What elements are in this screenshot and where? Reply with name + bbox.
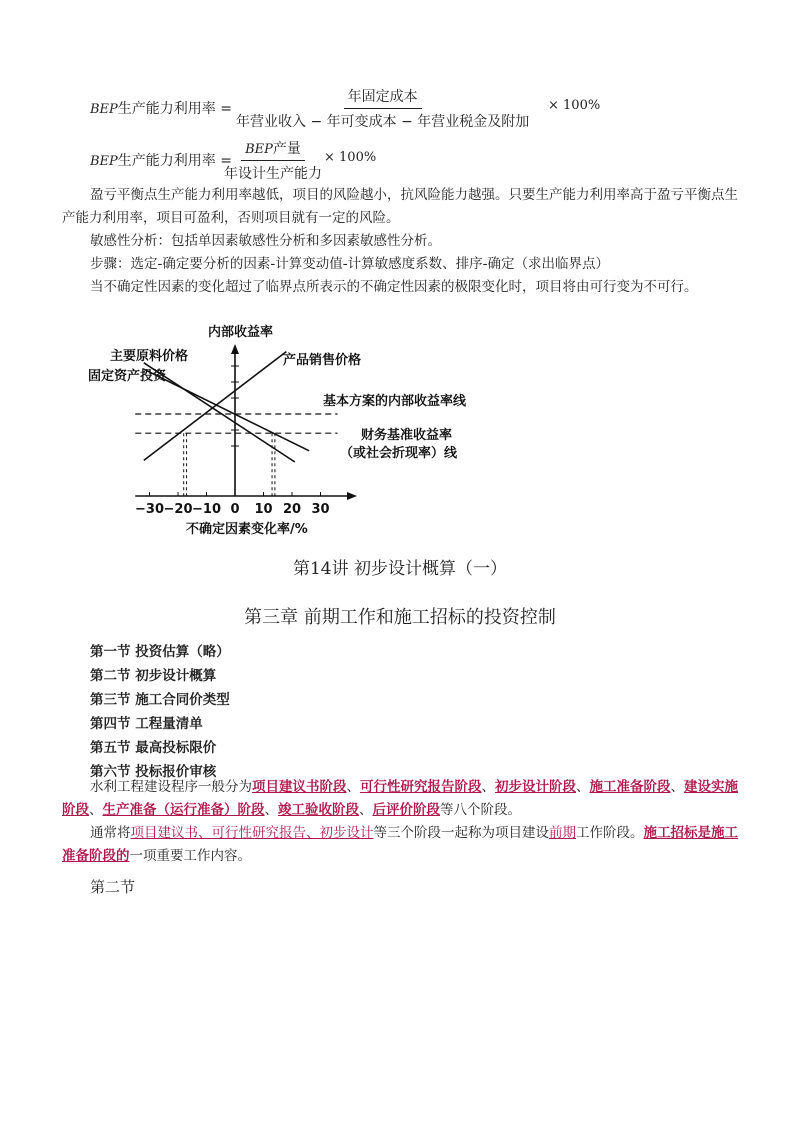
x-tick-label: −30 bbox=[135, 502, 164, 517]
stage-item: 建设实施阶段 bbox=[62, 779, 738, 818]
ref-label-benchmark-1: 财务基准收益率 bbox=[361, 428, 453, 443]
formula-1-lhs-text: 生产能力利用率 = bbox=[117, 101, 232, 117]
para-critical: 当不确定性因素的变化超过了临界点所表示的不确定性因素的极限变化时，项目将由可行变为不可行。 bbox=[90, 279, 698, 295]
series-line bbox=[144, 352, 286, 461]
formula-1-lhs bbox=[90, 98, 232, 118]
formula-2-fraction bbox=[220, 138, 326, 183]
formula-2-bep: BEP bbox=[90, 154, 118, 169]
stage-sep: 、 bbox=[89, 802, 103, 818]
stage-sep: 、 bbox=[264, 802, 278, 818]
early-highlight: 前期 bbox=[549, 825, 576, 841]
stages-suffix: 等八个阶段。 bbox=[440, 802, 521, 818]
series-label-raw-material: 主要原料价格 bbox=[110, 349, 189, 364]
x-axis-label: 不确定因素变化率/% bbox=[186, 522, 308, 537]
series-label-fixed-assets: 固定资产投资 bbox=[88, 369, 167, 384]
series-line bbox=[144, 363, 295, 462]
stages-paragraph bbox=[62, 776, 742, 822]
formula-2-denominator: 年设计生产能力 bbox=[224, 166, 322, 182]
early-highlight: 施工招标是施工准备阶段的 bbox=[62, 825, 738, 864]
x-tick-label: 20 bbox=[282, 502, 302, 517]
x-tick-label: 30 bbox=[311, 502, 330, 517]
para-sensitivity: 敏感性分析：包括单因素敏感性分析和多因素敏感性分析。 bbox=[90, 233, 441, 249]
stage-item: 初步设计阶段 bbox=[495, 779, 576, 795]
stage-item: 可行性研究报告阶段 bbox=[360, 779, 482, 795]
formula-1 bbox=[90, 86, 650, 130]
series-line bbox=[144, 369, 309, 451]
y-axis-arrow bbox=[231, 344, 239, 354]
formula-2 bbox=[90, 138, 490, 182]
formula-1-bep: BEP bbox=[90, 102, 118, 117]
lecture-heading: 第14讲 初步设计概算（一） bbox=[292, 559, 508, 579]
ref-label-benchmark-2: （或社会折现率）线 bbox=[340, 446, 458, 461]
section-item: 第一节 投资估算（略） bbox=[90, 644, 230, 660]
para-breakeven: 盈亏平衡点生产能力利用率越低，项目的风险越小，抗风险能力越强。只要生产能力利用率高于盈亏平衡点生产能力利用率，项目可盈利，否则项目就有一定的风险。 bbox=[62, 187, 738, 226]
formula-1-fraction bbox=[232, 86, 533, 131]
section-item: 第二节 初步设计概算 bbox=[90, 668, 217, 684]
para-steps: 步骤：选定-确定要分析的因素-计算变动值-计算敏感度系数、排序-确定（求出临界点） bbox=[90, 256, 609, 272]
series-label-sales-price: 产品销售价格 bbox=[283, 353, 362, 368]
early-text: 通常将 bbox=[90, 825, 131, 841]
formula-2-num-bep: BEP bbox=[245, 142, 273, 157]
stage-item: 竣工验收阶段 bbox=[278, 802, 359, 818]
section-item: 第五节 最高投标限价 bbox=[90, 740, 217, 756]
x-tick-label: 10 bbox=[254, 502, 273, 517]
stage-item: 生产准备（运行准备）阶段 bbox=[102, 802, 265, 818]
early-text: 工作阶段。 bbox=[576, 825, 644, 841]
early-stage-paragraph bbox=[62, 822, 742, 868]
stages-prefix: 水利工程建设程序一般分为 bbox=[90, 779, 252, 795]
ref-label-base-irr: 基本方案的内部收益率线 bbox=[323, 394, 467, 409]
stage-sep: 、 bbox=[670, 779, 684, 795]
x-axis-arrow bbox=[347, 492, 357, 500]
stage-item: 施工准备阶段 bbox=[589, 779, 671, 795]
formula-2-lhs-text: 生产能力利用率 = bbox=[117, 153, 232, 169]
section-item: 第四节 工程量清单 bbox=[90, 716, 203, 732]
formula-1-denominator: 年营业收入 − 年可变成本 − 年营业税金及附加 bbox=[236, 114, 530, 130]
x-tick-label: −20 bbox=[163, 502, 193, 517]
chart-title: 内部收益率 bbox=[208, 325, 274, 340]
early-highlight: 项目建议书、可行性研究报告、初步设计 bbox=[130, 825, 374, 841]
sensitivity-chart bbox=[80, 318, 520, 543]
stage-sep: 、 bbox=[359, 802, 373, 818]
section-item: 第三节 施工合同价类型 bbox=[90, 692, 230, 708]
section-2-heading: 第二节 bbox=[90, 878, 136, 896]
formula-1-multiplier: × 100% bbox=[548, 98, 601, 113]
formula-2-num-text: 产量 bbox=[272, 141, 301, 157]
formula-1-numerator: 年固定成本 bbox=[344, 86, 422, 109]
formula-2-multiplier: × 100% bbox=[324, 150, 377, 165]
x-tick-label: −10 bbox=[192, 502, 221, 517]
section-item: 第六节 投标报价审核 bbox=[90, 764, 217, 780]
formula-2-lhs bbox=[90, 150, 232, 170]
stage-sep: 、 bbox=[481, 779, 495, 795]
chapter-heading: 第三章 前期工作和施工招标的投资控制 bbox=[244, 607, 556, 628]
x-tick-label: 0 bbox=[230, 502, 240, 517]
formula-2-numerator bbox=[241, 138, 305, 161]
stage-item: 后评价阶段 bbox=[372, 802, 440, 818]
stage-item: 项目建议书阶段 bbox=[252, 779, 347, 795]
early-text: 一项重要工作内容。 bbox=[129, 848, 251, 864]
stage-sep: 、 bbox=[576, 779, 590, 795]
stage-sep: 、 bbox=[346, 779, 360, 795]
early-text: 等三个阶段一起称为项目建设 bbox=[373, 825, 549, 841]
